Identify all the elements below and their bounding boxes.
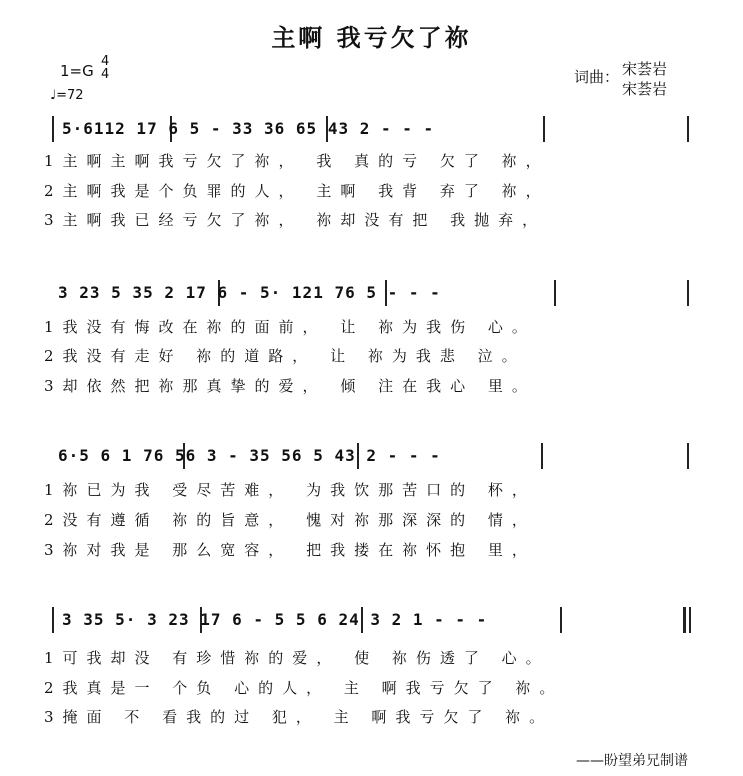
- lyricist-name: 宋荟岩: [622, 60, 668, 78]
- lyric-line: 1祢已为我 受尽苦难， 为我饮那苦口的 杯，: [44, 481, 536, 499]
- notation-line: 3 23 5 35 2 17 6 - 5· 121 76 5 - - -: [58, 283, 441, 302]
- lyric-line: 1主啊主啊我亏欠了祢， 我 真的亏 欠了 祢，: [44, 152, 550, 170]
- lyric-line: 2我没有走好 祢的道路， 让 祢为我悲 泣。: [44, 347, 526, 365]
- lyric-line: 3祢对我是 那么宽容， 把我搂在祢怀抱 里，: [44, 541, 536, 559]
- notation-line: 6·5 6 1 76 56 3 - 35 56 5 43 2 - - -: [58, 446, 441, 465]
- credits-label: 词曲：: [574, 68, 620, 86]
- bar-line: [687, 443, 689, 469]
- time-signature-bottom: 4: [101, 67, 110, 82]
- bar-line: [52, 607, 54, 633]
- notation-line: 5·6112 17 6 5 - 33 36 65 43 2 - - -: [62, 119, 435, 138]
- composer-name: 宋荟岩: [622, 80, 668, 98]
- tempo-marking: ♩=72: [50, 88, 84, 103]
- bar-line: [560, 607, 562, 633]
- lyric-line: 3主啊我已经亏欠了祢， 祢却没有把 我抛弃，: [44, 211, 547, 229]
- lyric-line: 1我没有悔改在祢的面前， 让 祢为我伤 心。: [44, 318, 536, 336]
- bar-line: [687, 116, 689, 142]
- bar-line: [52, 116, 54, 142]
- bar-line: [543, 116, 545, 142]
- lyric-line: 2没有遵循 祢的旨意， 愧对祢那深深的 情，: [44, 511, 536, 529]
- song-title: 主啊 我亏欠了祢: [271, 23, 472, 52]
- final-bar-line: [689, 607, 691, 633]
- lyric-line: 2我真是一 个负 心的人， 主 啊我亏欠了 祢。: [44, 679, 564, 697]
- final-bar-line: [683, 607, 686, 633]
- key-signature: 1=G: [60, 62, 94, 80]
- arranger-credit: ——盼望弟兄制谱: [576, 753, 688, 769]
- lyric-line: 2主啊我是个负罪的人， 主啊 我背 弃了 祢，: [44, 182, 550, 200]
- time-signature-top: 4: [101, 54, 110, 69]
- lyric-line: 1可我却没 有珍惜祢的爱， 使 祢伤透了 心。: [44, 649, 550, 667]
- time-signature: [101, 55, 109, 81]
- notation-line: 3 35 5· 3 23 17 6 - 5 5 6 24 3 2 1 - - -: [62, 610, 488, 629]
- bar-line: [541, 443, 543, 469]
- bar-line: [554, 280, 556, 306]
- lyric-line: 3却依然把祢那真挚的爱， 倾 注在我心 里。: [44, 377, 536, 395]
- bar-line: [687, 280, 689, 306]
- lyric-line: 3掩面 不 看我的过 犯， 主 啊我亏欠了 祢。: [44, 708, 554, 726]
